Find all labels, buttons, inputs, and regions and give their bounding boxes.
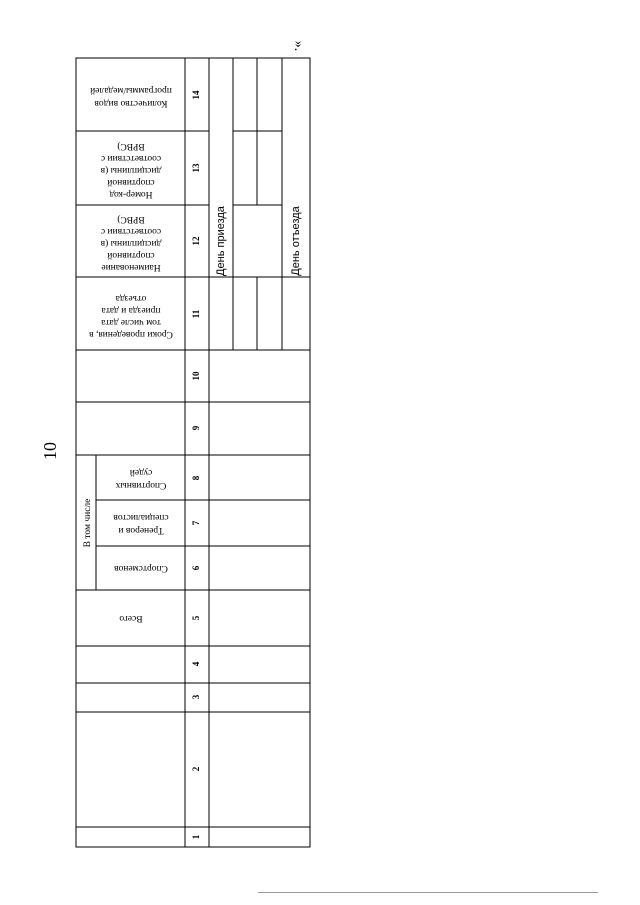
svg-text:соответствии с: соответствии с: [100, 153, 162, 163]
column-number: 12: [191, 236, 202, 246]
column-number: 2: [191, 766, 202, 772]
column-numbers-row: [191, 90, 201, 839]
header-athletes: Спортсменов: [114, 562, 168, 573]
column-number: 5: [191, 615, 202, 621]
svg-text:Номер-код: Номер-код: [109, 189, 153, 199]
svg-text:спортивной: спортивной: [107, 250, 155, 260]
column-number: 11: [191, 309, 202, 319]
header-dates: [89, 293, 173, 339]
column-number: 6: [191, 565, 202, 571]
table-border: [76, 58, 310, 847]
scan-edge-line: [258, 892, 598, 893]
column-number: 4: [191, 661, 202, 667]
header-referees: [115, 467, 166, 490]
svg-text:судей: судей: [129, 467, 153, 477]
svg-text:Спортивных: Спортивных: [115, 480, 167, 490]
column-number: 10: [191, 371, 202, 381]
departure-day-label: День отъезда: [289, 206, 302, 276]
column-number: 9: [191, 425, 202, 431]
column-number: 8: [191, 475, 202, 481]
svg-text:Количество видов: Количество видов: [94, 98, 168, 108]
page-number: 10: [40, 442, 60, 460]
header-program-count: [90, 85, 172, 108]
svg-text:специалистов: специалистов: [113, 512, 169, 522]
trailing-mark: ».: [291, 40, 306, 52]
header-discipline-name: [100, 214, 161, 272]
column-number: 3: [191, 694, 202, 700]
svg-text:дисциплины (в: дисциплины (в: [100, 165, 162, 175]
svg-text:том числе дата: том числе дата: [101, 317, 161, 327]
arrival-day-label: День приезда: [214, 206, 227, 276]
svg-text:Наименование: Наименование: [101, 262, 161, 272]
svg-text:ВРВС): ВРВС): [117, 214, 145, 224]
column-number: 7: [191, 520, 202, 526]
svg-text:приезда и дата: приезда и дата: [101, 305, 161, 315]
header-discipline-code: [100, 141, 161, 199]
svg-text:спортивной: спортивной: [107, 177, 155, 187]
column-number: 1: [191, 834, 202, 840]
column-number: 14: [191, 90, 202, 100]
svg-text:Сроки проведения, в: Сроки проведения, в: [89, 329, 173, 339]
svg-text:программы/медалей: программы/медалей: [90, 85, 172, 95]
header-in-total-group: В том числе: [83, 498, 94, 548]
svg-text:соответствии с: соответствии с: [100, 226, 162, 236]
svg-text:дисциплины (в: дисциплины (в: [100, 238, 162, 248]
svg-text:ВРВС): ВРВС): [117, 141, 145, 151]
svg-text:отъезда: отъезда: [115, 293, 147, 303]
header-coaches: [113, 512, 169, 535]
svg-text:Тренеров и: Тренеров и: [118, 525, 164, 535]
column-number: 13: [191, 163, 202, 173]
header-total: Всего: [119, 612, 143, 623]
